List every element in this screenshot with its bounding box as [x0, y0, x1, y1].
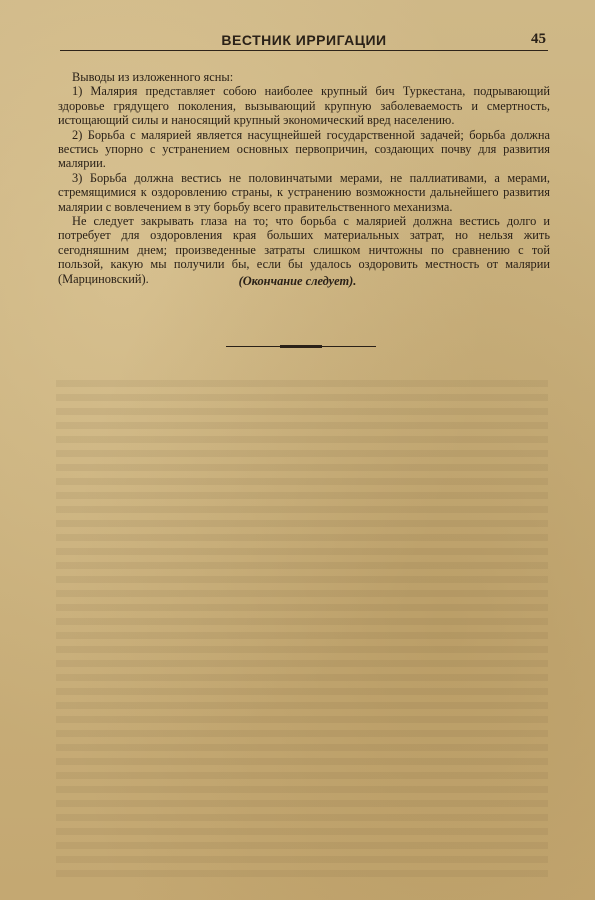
article-body: [58, 70, 550, 286]
journal-title: ВЕСТНИК ИРРИГАЦИИ: [221, 32, 387, 48]
page-header: [60, 30, 548, 52]
bleed-through-text: [56, 380, 548, 880]
paragraph-conclusion-2: 2) Борьба с малярией является насущнейшей государственной задачей; борьба должна вестись упорно с устранением основных первопричин, создающих почву для развития малярии.: [58, 127, 550, 171]
header-rule: [60, 50, 548, 51]
section-divider: [226, 345, 376, 348]
to-be-continued-note: (Окончание следует).: [238, 274, 357, 288]
paragraph-intro: Выводы из изложенного ясны:: [72, 70, 234, 84]
paragraph-conclusion-1: 1) Малярия представляет собою наиболее крупный бич Туркестана, подрывающий здоровье грядущего поколения, вызывающий крупную заболеваемость и смертность, истощающий силы и наносящий крупный экономический вред населению.: [58, 84, 550, 128]
paragraph-closing: Не следует закрывать глаза на то; что борьба с малярией должна вестись долго и потребует для оздоровления края больших материальных затрат, но нельзя жить сегодняшним днем; произведенные затраты слишком ничтожны по сравнению с той пользой, какую мы получили бы, если бы удалось оздоровить местность от малярии (Марциновский).: [58, 214, 550, 286]
paragraph-conclusion-3: 3) Борьба должна вестись не половинчатыми мерами, не паллиативами, а мерами, стремящимися к оздоровлению страны, к устранению возможности дальнейшего развития малярии с вовлечением в эту борьбу всего правительственного механизма.: [58, 170, 550, 214]
page-number: 45: [531, 31, 546, 47]
divider-center-mark: [280, 345, 322, 348]
